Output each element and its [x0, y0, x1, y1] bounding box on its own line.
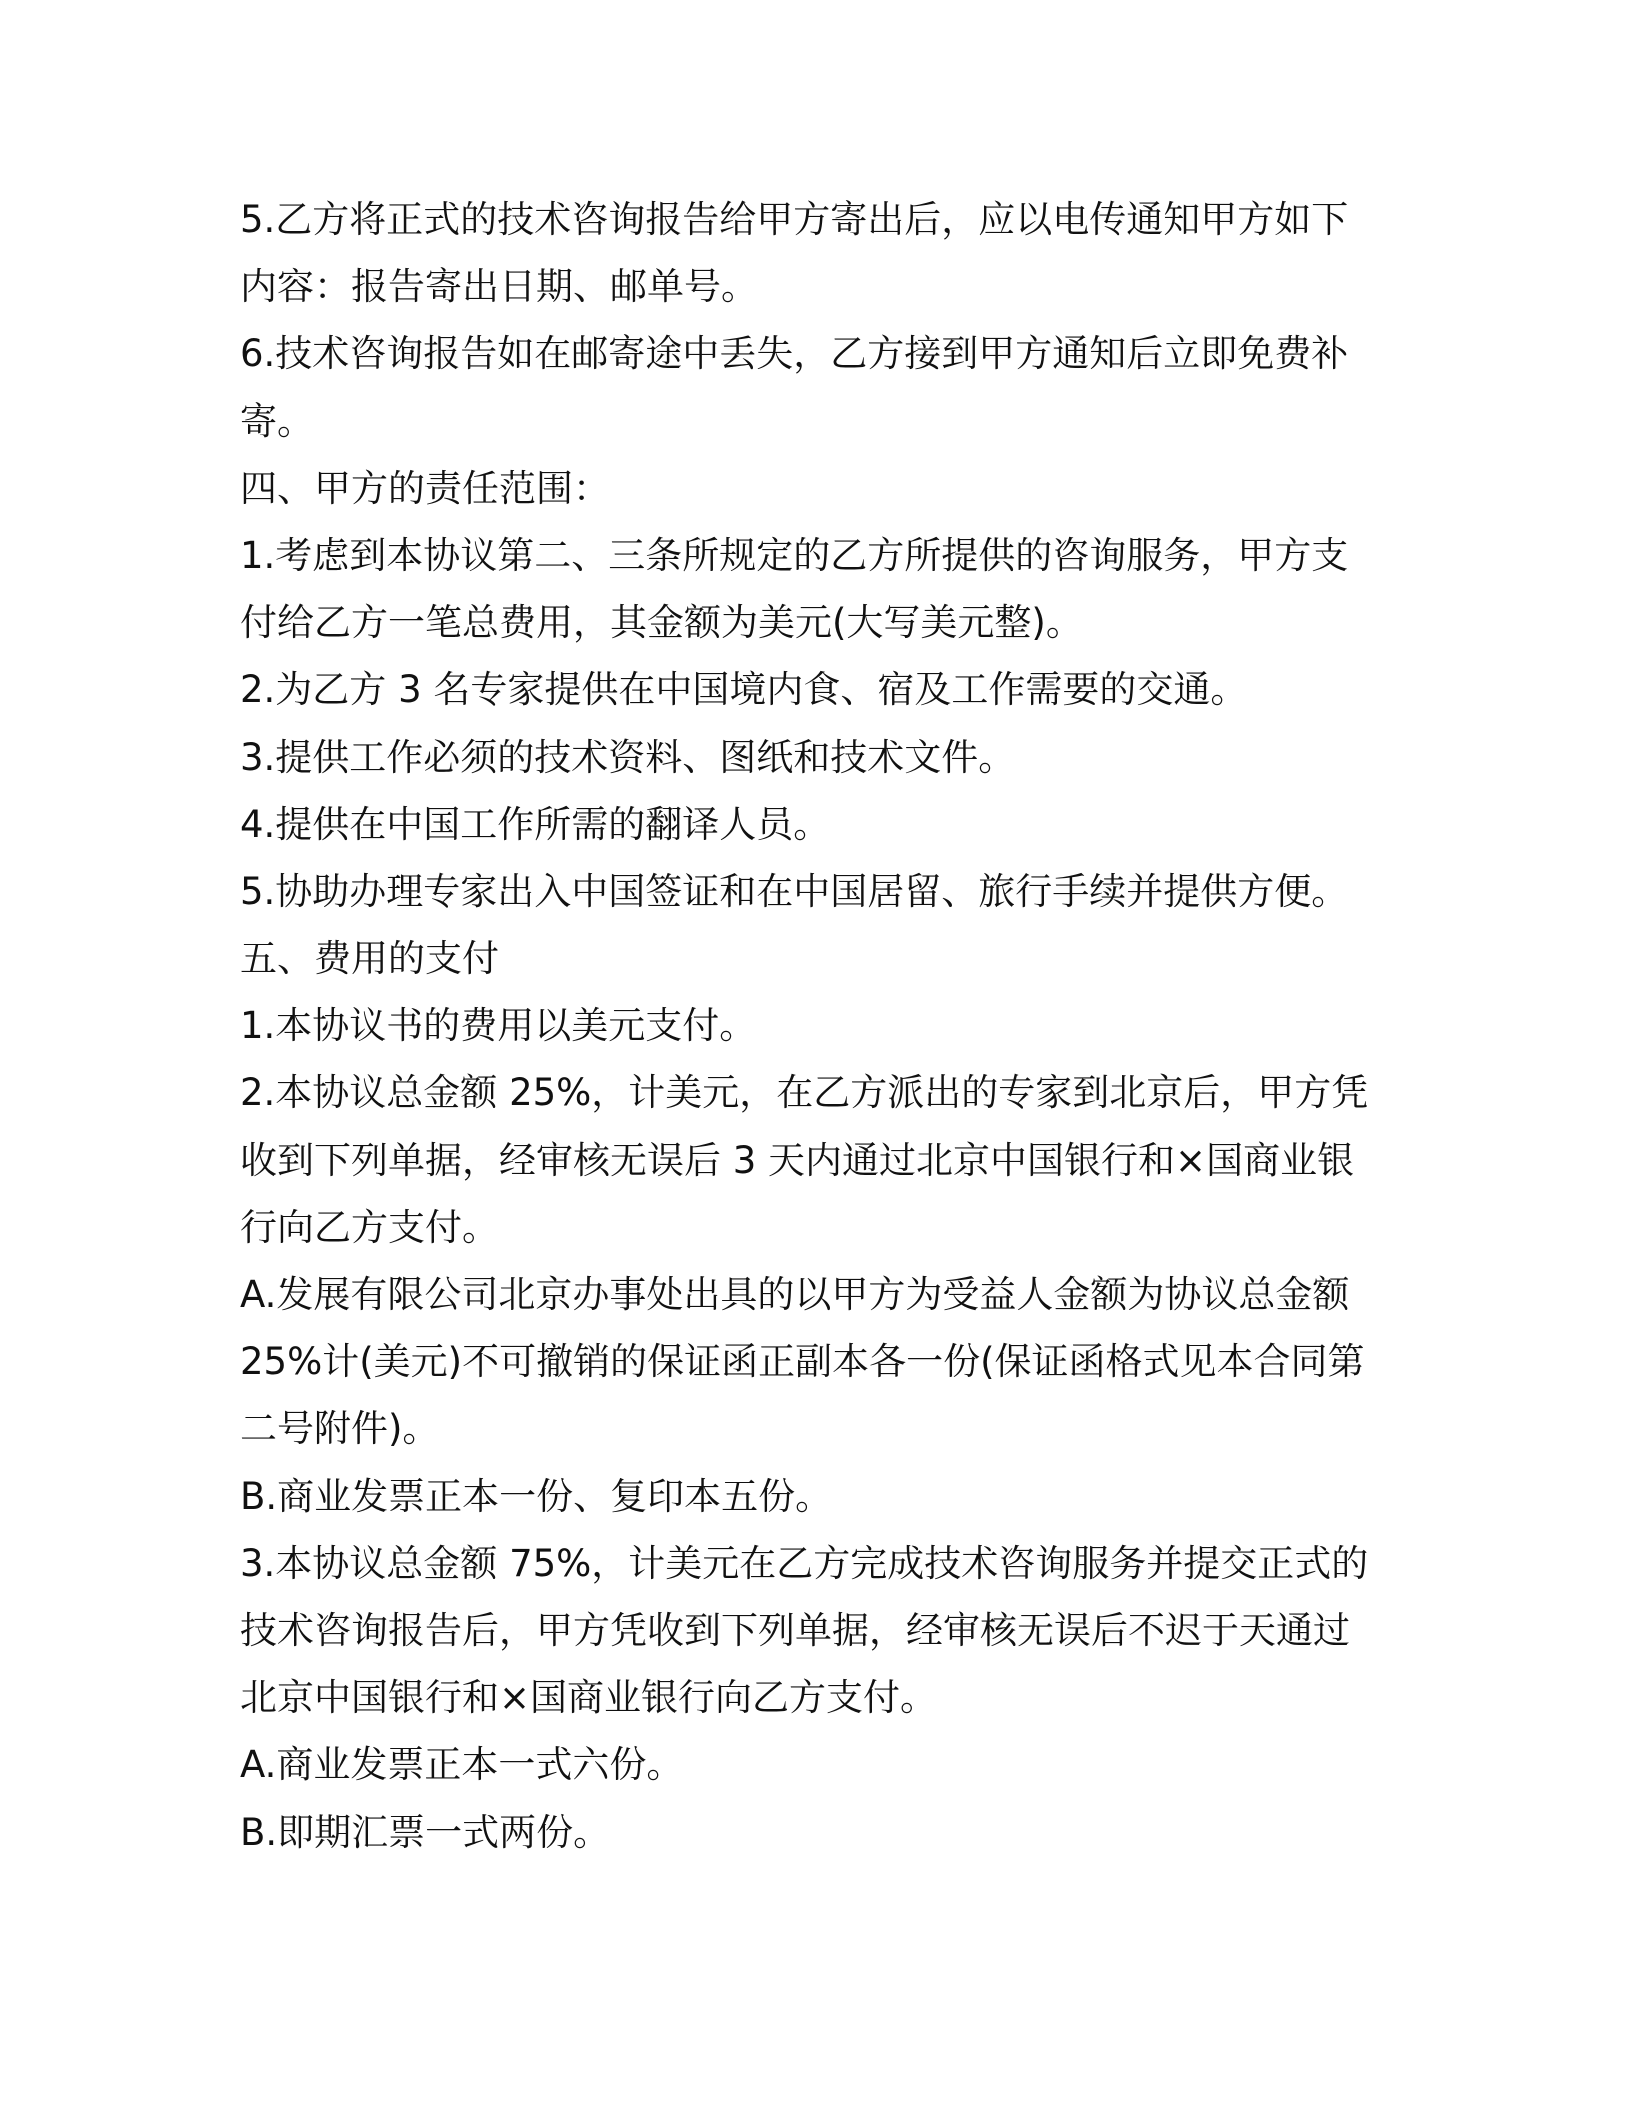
- section-heading: 四、甲方的责任范围：: [240, 466, 610, 510]
- text-line: 3.提供工作必须的技术资料、图纸和技术文件。: [240, 735, 1016, 779]
- text-line: 2.为乙方 3 名专家提供在中国境内食、宿及工作需要的交通。: [240, 668, 1248, 712]
- text-line: 技术咨询报告后，甲方凭收到下列单据，经审核无误后不迟于天通过: [240, 1608, 1350, 1652]
- text-line: 付给乙方一笔总费用，其金额为美元(大写美元整)。: [240, 601, 1083, 645]
- document-body: [240, 186, 1382, 1866]
- text-line: 5.乙方将正式的技术咨询报告给甲方寄出后，应以电传通知甲方如下: [240, 198, 1349, 241]
- text-line: B.即期汇票一式两份。: [240, 1810, 611, 1854]
- text-line: 5.协助办理专家出入中国签证和在中国居留、旅行手续并提供方便。: [240, 869, 1349, 913]
- text-line: 北京中国银行和×国商业银行向乙方支付。: [240, 1676, 938, 1720]
- text-line: 2.本协议总金额 25%，计美元，在乙方派出的专家到北京后，甲方凭: [240, 1071, 1369, 1115]
- text-line: 25%计(美元)不可撤销的保证函正副本各一份(保证函格式见本合同第: [240, 1340, 1365, 1384]
- text-line: 1.考虑到本协议第二、三条所规定的乙方所提供的咨询服务，甲方支: [240, 533, 1349, 577]
- text-line: A.商业发票正本一式六份。: [240, 1743, 684, 1787]
- text-line: 寄。: [240, 399, 314, 443]
- text-line: B.商业发票正本一份、复印本五份。: [240, 1474, 833, 1518]
- text-line: 4.提供在中国工作所需的翻译人员。: [240, 802, 831, 846]
- text-line: 收到下列单据，经审核无误后 3 天内通过北京中国银行和×国商业银: [240, 1138, 1355, 1182]
- text-line: 1.本协议书的费用以美元支付。: [240, 1004, 757, 1048]
- text-line: 6.技术咨询报告如在邮寄途中丢失，乙方接到甲方通知后立即免费补: [240, 332, 1349, 376]
- text-line: 二号附件)。: [240, 1407, 440, 1451]
- text-line: 行向乙方支付。: [240, 1205, 499, 1249]
- text-line: A.发展有限公司北京办事处出具的以甲方为受益人金额为协议总金额: [240, 1273, 1350, 1316]
- text-line: 内容：报告寄出日期、邮单号。: [240, 265, 758, 309]
- text-line: 3.本协议总金额 75%，计美元在乙方完成技术咨询服务并提交正式的: [240, 1541, 1369, 1585]
- section-heading: 五、费用的支付: [240, 937, 499, 981]
